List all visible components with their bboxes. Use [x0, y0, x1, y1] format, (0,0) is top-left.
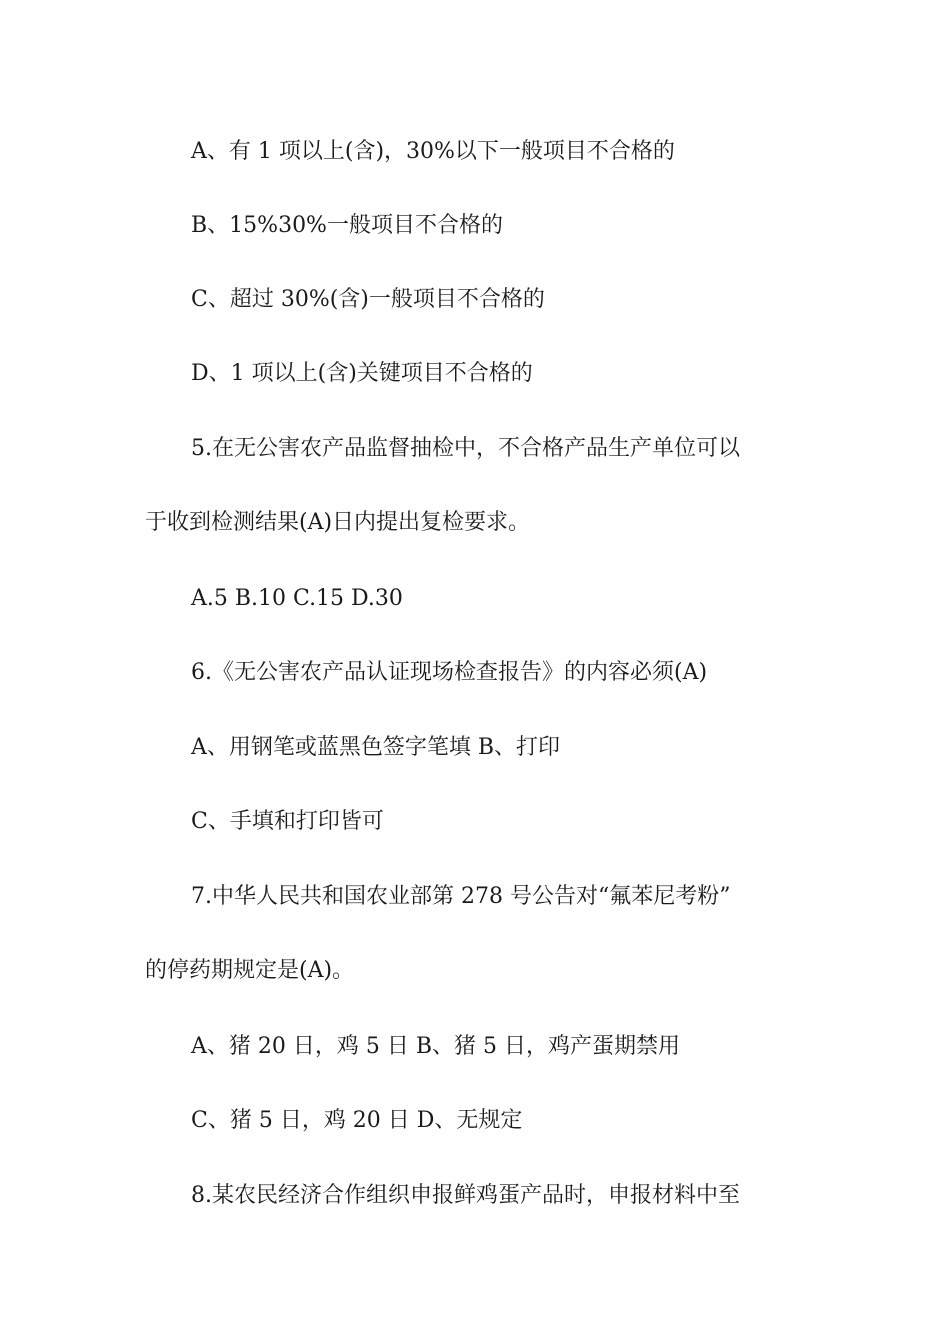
question-5-line-1: 5.在无公害农产品监督抽检中，不合格产品生产单位可以 — [191, 436, 740, 461]
option-c-line: C、超过 30%(含)一般项目不合格的 — [191, 287, 545, 312]
option-a-line: A、有 1 项以上(含)，30%以下一般项目不合格的 — [191, 139, 675, 164]
question-7-line-1: 7.中华人民共和国农业部第 278 号公告对“氟苯尼考粉” — [191, 884, 731, 909]
question-7-line-2: 的停药期规定是(A)。 — [145, 958, 355, 983]
question-8-line-1: 8.某农民经济合作组织申报鲜鸡蛋产品时，申报材料中至 — [191, 1183, 740, 1208]
question-5-line-2: 于收到检测结果(A)日内提出复检要求。 — [145, 510, 531, 535]
question-6-option-c: C、手填和打印皆可 — [191, 809, 384, 834]
question-6-line: 6.《无公害农产品认证现场检查报告》的内容必须(A) — [191, 660, 708, 685]
question-7-options-ab: A、猪 20 日，鸡 5 日 B、猪 5 日，鸡产蛋期禁用 — [191, 1034, 680, 1059]
option-d-line: D、1 项以上(含)关键项目不合格的 — [191, 361, 533, 386]
question-7-options-cd: C、猪 5 日，鸡 20 日 D、无规定 — [191, 1108, 523, 1133]
question-6-options-ab: A、用钢笔或蓝黑色签字笔填 B、打印 — [191, 735, 561, 760]
option-b-line: B、15%30%一般项目不合格的 — [191, 213, 503, 238]
question-5-options: A.5 B.10 C.15 D.30 — [191, 586, 403, 611]
